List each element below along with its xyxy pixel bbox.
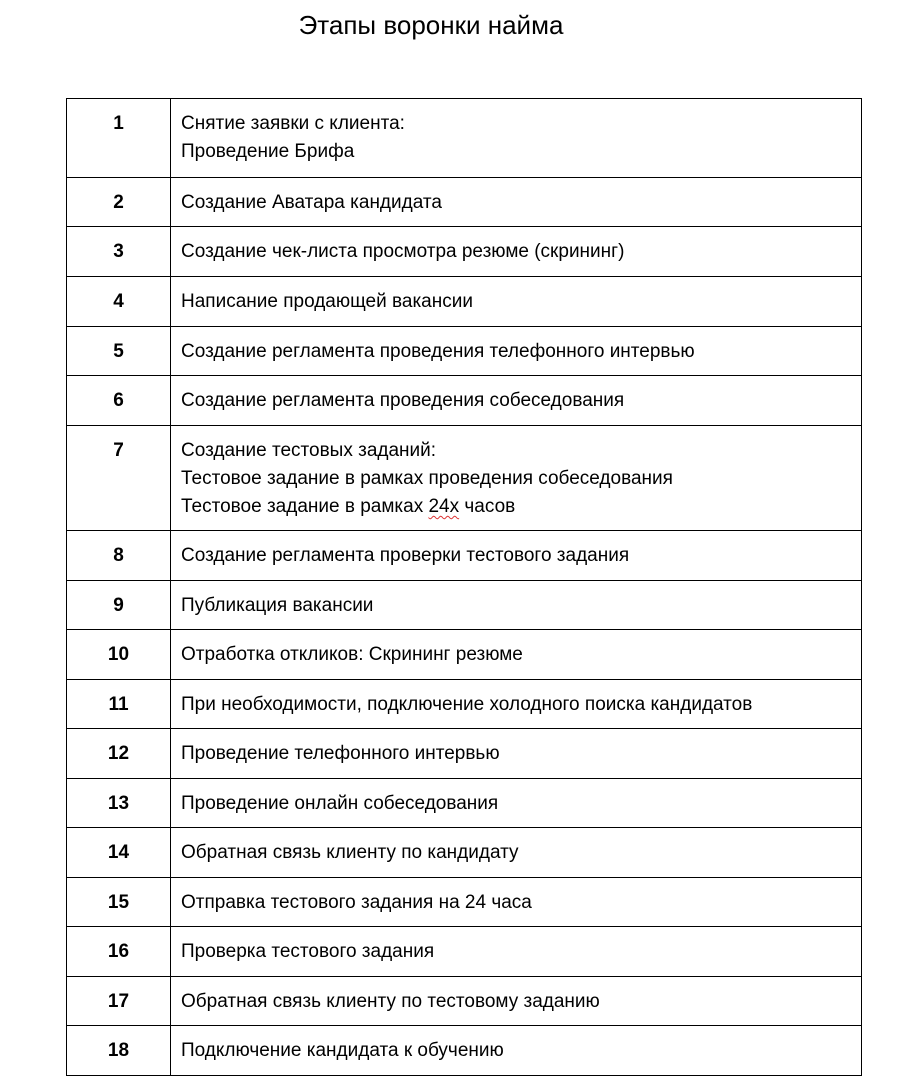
table-row: [67, 878, 862, 927]
step-description: [171, 376, 862, 426]
step-number: 17: [67, 977, 171, 1026]
step-description: [171, 729, 862, 779]
page-title: Этапы воронки найма: [298, 10, 564, 40]
step-line: Публикация вакансии: [181, 595, 374, 616]
step-line-part: часов: [459, 496, 516, 517]
table-row: [67, 828, 862, 878]
step-description: [171, 630, 862, 680]
table-row: [67, 729, 862, 779]
step-line: Создание регламента проведения телефонного интервью: [181, 341, 695, 362]
step-number: 12: [67, 729, 171, 779]
step-number: 18: [67, 1026, 171, 1076]
step-description: [171, 878, 862, 927]
step-description: [171, 426, 862, 531]
step-line: Обратная связь клиенту по тестовому заданию: [181, 991, 600, 1012]
step-line-part: Тестовое задание в рамках: [181, 496, 429, 517]
step-line: [181, 493, 861, 521]
step-line: Проведение онлайн собеседования: [181, 793, 499, 814]
step-line: Проведение телефонного интервью: [181, 743, 500, 764]
table-row: [67, 178, 862, 227]
table-row: [67, 376, 862, 426]
step-description: [171, 828, 862, 878]
table-row: [67, 327, 862, 376]
step-number: 9: [67, 581, 171, 630]
table-row: [67, 531, 862, 581]
step-number: 2: [67, 178, 171, 227]
step-line: Создание регламента проверки тестового задания: [181, 545, 630, 566]
step-line: Создание Аватара кандидата: [181, 192, 442, 213]
step-line: Проверка тестового задания: [181, 941, 435, 962]
step-line: Отправка тестового задания на 24 часа: [181, 892, 532, 913]
step-description: [171, 327, 862, 376]
step-description: [171, 779, 862, 828]
step-number: 16: [67, 927, 171, 977]
table-row: [67, 227, 862, 277]
table-row: [67, 779, 862, 828]
step-number: 7: [67, 426, 171, 531]
step-line: Подключение кандидата к обучению: [181, 1040, 504, 1061]
step-description: [171, 680, 862, 729]
steps-table: [66, 98, 862, 1076]
table-row: [67, 581, 862, 630]
step-description: [171, 581, 862, 630]
table-row: [67, 99, 862, 178]
step-line: Написание продающей вакансии: [181, 291, 473, 312]
step-description: [171, 277, 862, 327]
step-line: Создание регламента проведения собеседования: [181, 390, 625, 411]
table-row: [67, 426, 862, 531]
step-number: 14: [67, 828, 171, 878]
spellcheck-flagged-word: 24х: [428, 496, 460, 517]
step-number: 10: [67, 630, 171, 680]
table-row: [67, 680, 862, 729]
step-number: 15: [67, 878, 171, 927]
step-number: 11: [67, 680, 171, 729]
table-row: [67, 977, 862, 1026]
step-line: Создание чек-листа просмотра резюме (скрининг): [181, 241, 625, 262]
table-row: [67, 277, 862, 327]
step-line: При необходимости, подключение холодного поиска кандидатов: [181, 694, 753, 715]
step-number: 4: [67, 277, 171, 327]
step-number: 13: [67, 779, 171, 828]
step-number: 5: [67, 327, 171, 376]
step-description: [171, 227, 862, 277]
step-description: [171, 178, 862, 227]
step-line: Тестовое задание в рамках проведения собеседования: [181, 468, 673, 489]
step-line: Отработка откликов: Скрининг резюме: [181, 644, 523, 665]
table-row: [67, 630, 862, 680]
step-description: [171, 977, 862, 1026]
step-line: Проведение Брифа: [181, 141, 355, 162]
step-number: 1: [67, 99, 171, 178]
step-number: 6: [67, 376, 171, 426]
step-description: [171, 531, 862, 581]
step-number: 8: [67, 531, 171, 581]
step-description: [171, 99, 862, 178]
table-row: [67, 1026, 862, 1076]
step-description: [171, 927, 862, 977]
step-line: Создание тестовых заданий:: [181, 440, 437, 461]
table-row: [67, 927, 862, 977]
step-line: Обратная связь клиенту по кандидату: [181, 842, 519, 863]
step-number: 3: [67, 227, 171, 277]
step-line: Снятие заявки с клиента:: [181, 113, 405, 134]
step-description: [171, 1026, 862, 1076]
